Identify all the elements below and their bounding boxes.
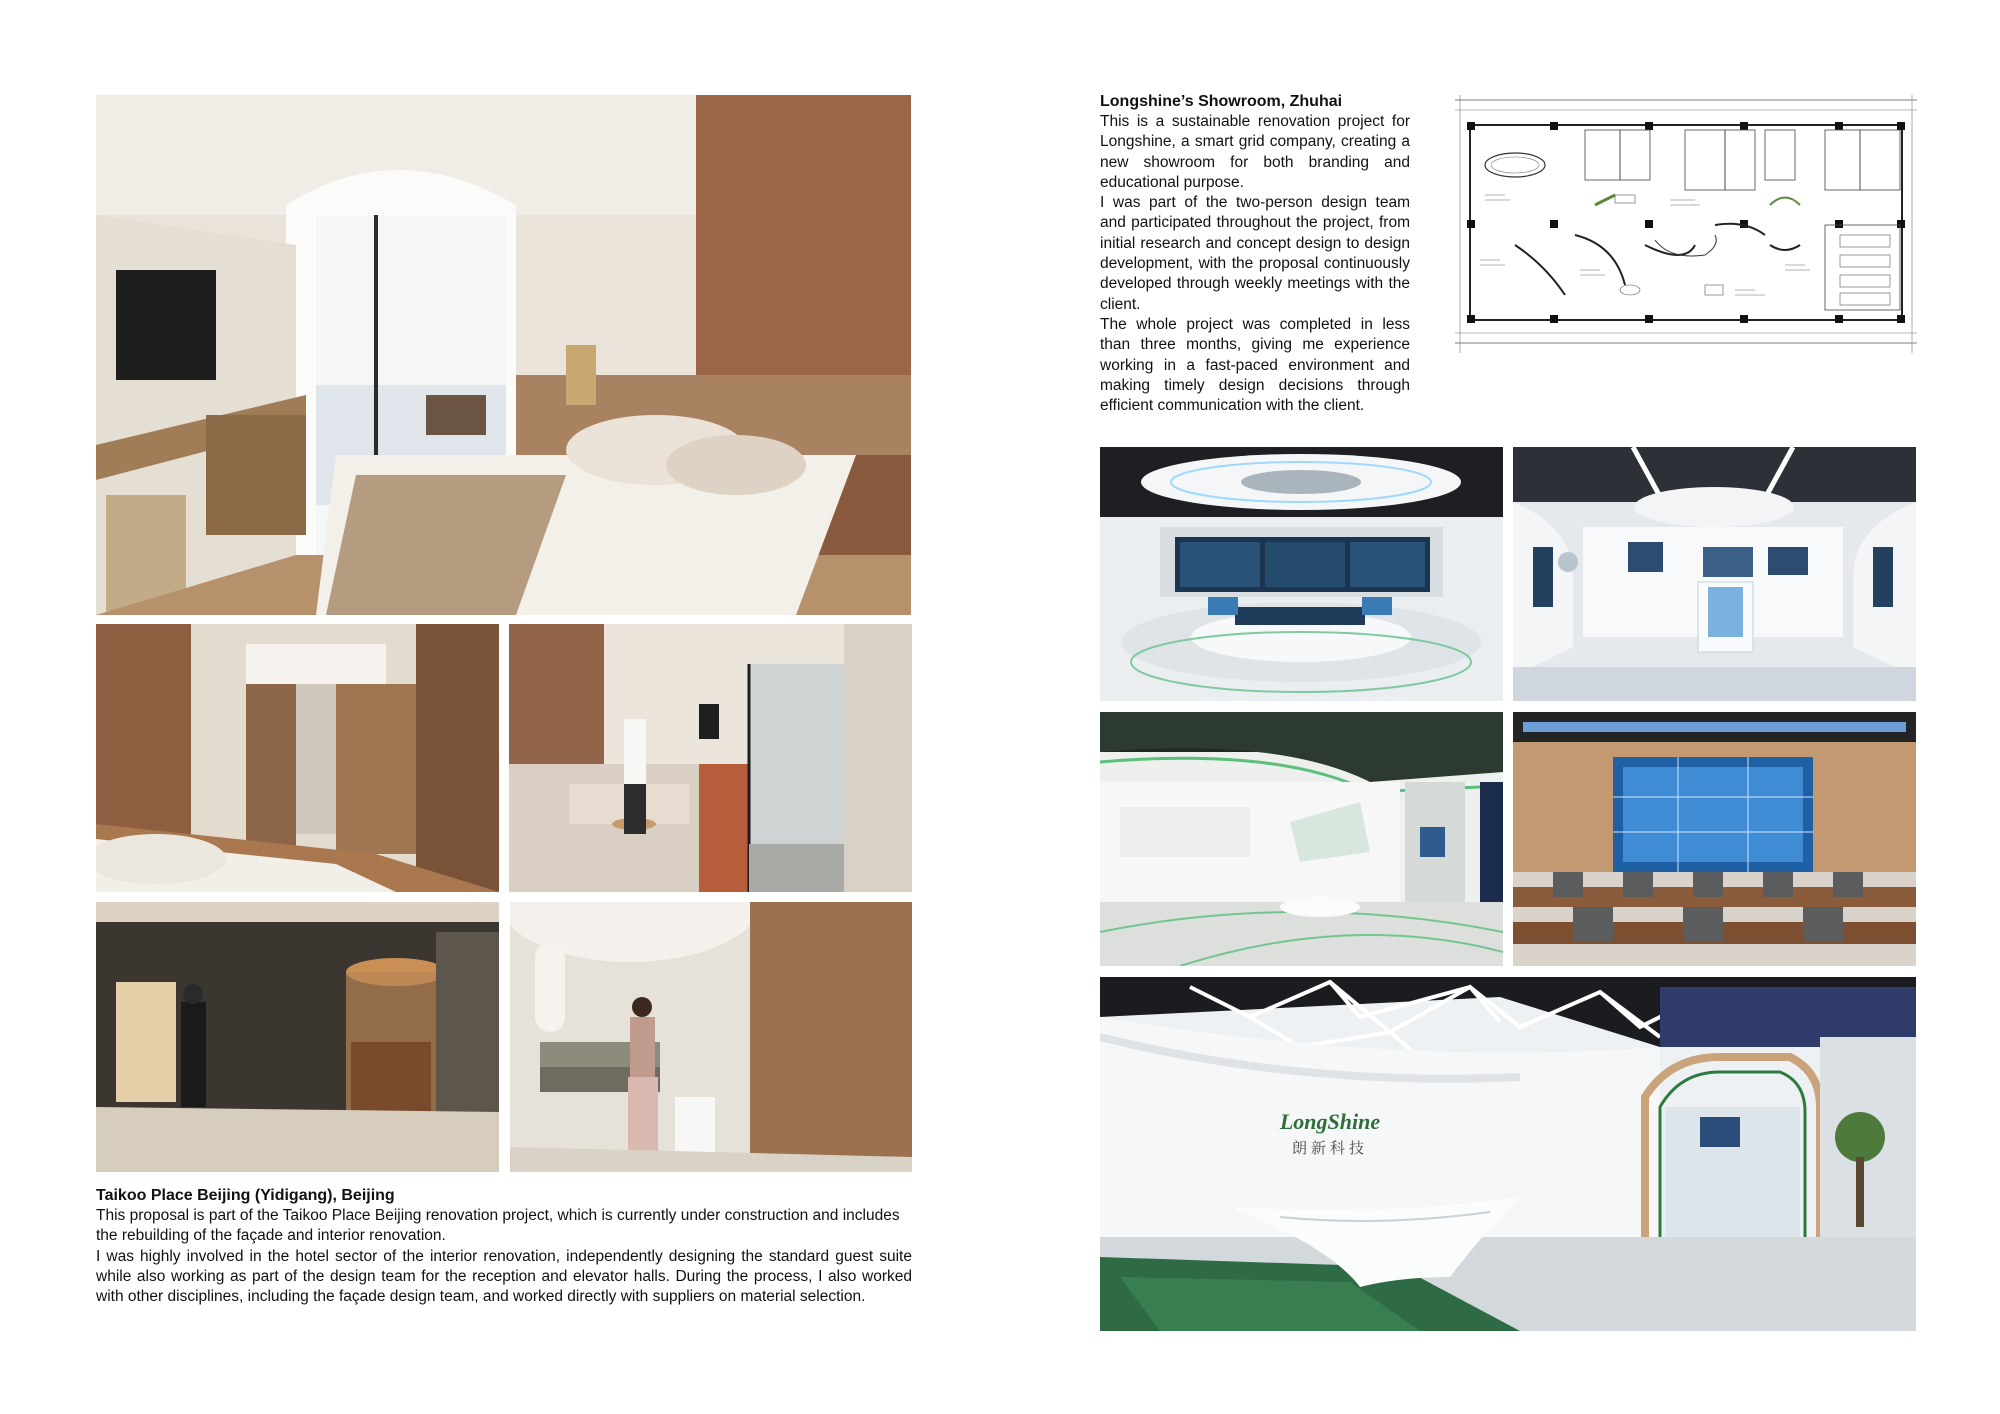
taikoo-paragraph: This proposal is part of the Taikoo Place Beijing renovation project, which is currently under construction and includes the rebuilding of the façade and interior renovation.	[96, 1207, 900, 1245]
showroom-reception-render	[1100, 977, 1916, 1331]
longshine-paragraph: This is a sustainable renovation project for Longshine, a smart grid company, creating a new showroom for both branding and educational purpose.	[1100, 113, 1410, 191]
longshine-paragraph: The whole project was completed in less than three months, giving me experience working in a fast-paced environment and making timely design decisions through efficient communication with the client.	[1100, 315, 1410, 415]
showroom-meeting-room-render	[1513, 712, 1916, 966]
elevator-hall-render	[96, 902, 499, 1172]
taikoo-title: Taikoo Place Beijing (Yidigang), Beijing	[96, 1187, 395, 1204]
logo-cn-text: 朗新科技	[1291, 1139, 1368, 1157]
logo-en-text: LongShine	[1279, 1109, 1381, 1134]
showroom-exhibit-hall-render	[1513, 447, 1916, 701]
taikoo-description	[96, 1186, 912, 1307]
longshine-paragraph: I was part of the two-person design team and participated throughout the project, from initial research and concept design to design development, with the proposal continuously developed through weekly meetings with the client.	[1100, 194, 1410, 313]
showroom-floor-plan	[1455, 95, 1917, 353]
showroom-corridor-render	[1100, 712, 1503, 966]
longshine-title: Longshine’s Showroom, Zhuhai	[1100, 93, 1343, 110]
hotel-bedroom-render	[96, 95, 911, 615]
longshine-description	[1100, 92, 1410, 416]
hotel-suite-entrance-render	[96, 624, 499, 892]
taikoo-paragraph: I was highly involved in the hotel sector of the interior renovation, independently designing the standard guest suite while also working as part of the design team for the reception and elevator halls. During the process, I also worked with other disciplines, including the façade design team, and worked directly with suppliers on material selection.	[96, 1247, 912, 1306]
hotel-suite-lounge-render	[509, 624, 912, 892]
longshine-logo	[1275, 1110, 1385, 1158]
showroom-control-center-render	[1100, 447, 1503, 701]
washroom-render	[510, 902, 912, 1172]
